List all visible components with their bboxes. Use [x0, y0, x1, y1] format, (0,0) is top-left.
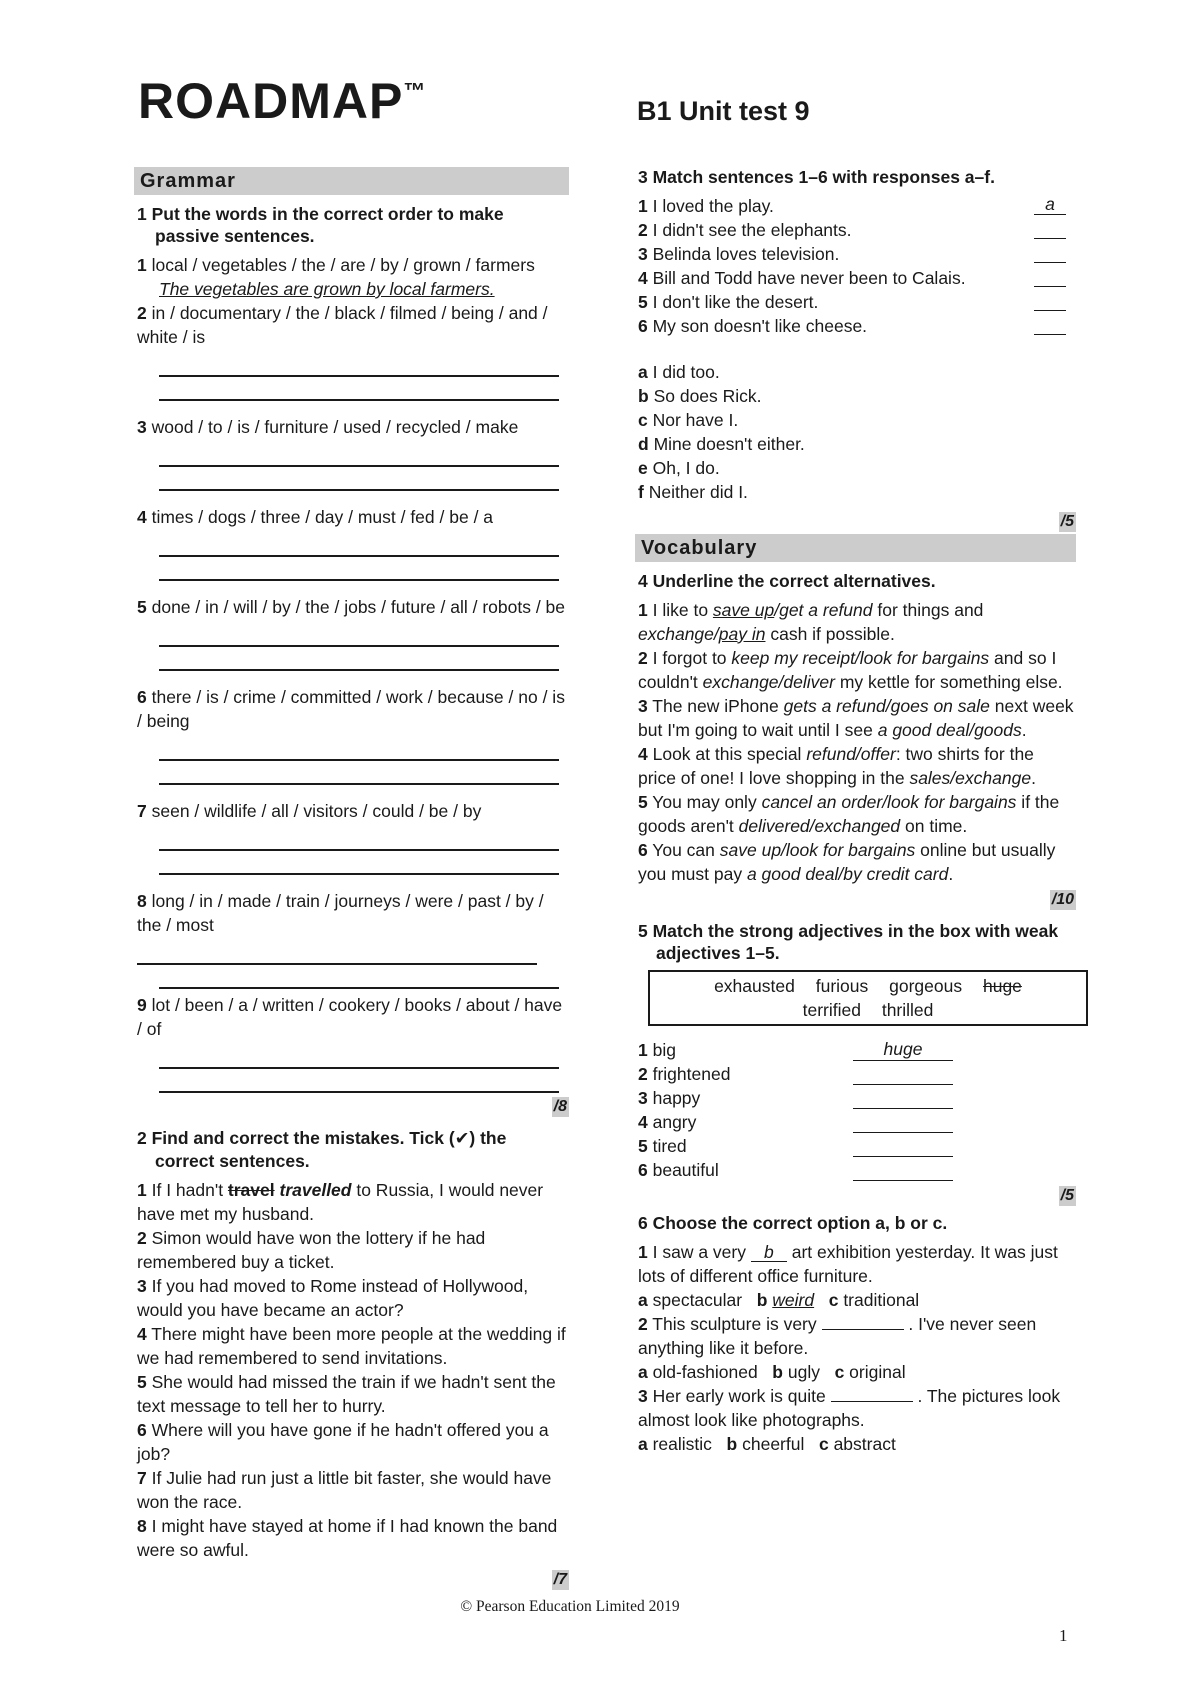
ex6-question-3: 3 Her early work is quite . The pictures look almost look like photographs.: [638, 1386, 1061, 1430]
ex5-item-6: 6 beautiful: [638, 1158, 1076, 1182]
answer-line[interactable]: [159, 965, 559, 989]
ex3-sentence-5: 5 I don't like the desert.: [638, 290, 1076, 314]
answer-line[interactable]: [159, 647, 559, 671]
page-number: 1: [1059, 1626, 1068, 1645]
ex3-score: /5: [1060, 513, 1074, 530]
ex5-item-2: 2 frightened: [638, 1062, 1076, 1086]
answer-line[interactable]: [159, 737, 559, 761]
answer-line[interactable]: [159, 533, 559, 557]
adjective-answer[interactable]: [853, 1134, 953, 1157]
ex2-score: /7: [553, 1571, 567, 1588]
gap-answer[interactable]: b: [751, 1243, 787, 1262]
ex2-item-2: 2 Simon would have won the lottery if he had remembered buy a ticket.: [137, 1228, 486, 1272]
ex2-item-6: 6 Where will you have gone if he hadn't offered you a job?: [137, 1420, 549, 1464]
ex1-item-6: 6 there / is / crime / committed / work / because / no / is / being: [137, 687, 565, 731]
ex2-item-3: 3 If you had moved to Rome instead of Hollywood, would you have became an actor?: [137, 1276, 529, 1320]
match-answer[interactable]: [1034, 266, 1066, 287]
ex6-options-2: a old-fashioned b ugly c original: [638, 1362, 906, 1382]
exercise-5-title: 5 Match the strong adjectives in the box with weak adjectives 1–5.: [638, 921, 1059, 963]
match-answer[interactable]: [1034, 242, 1066, 263]
ex4-item-4: 4 Look at this special refund/offer: two shirts for the price of one! I love shopping in the sales/exchange.: [638, 744, 1036, 788]
right-column: [638, 160, 1076, 1456]
ex4-item-5: 5 You may only cancel an order/look for bargains if the goods aren't delivered/exchanged on time.: [638, 792, 1060, 836]
box-word: terrified: [802, 1000, 861, 1020]
ex1-item-1: 1 local / vegetables / the / are / by / grown / farmers: [137, 255, 535, 275]
ex3-response-b: b So does Rick.: [638, 386, 762, 406]
ex4-item-3: 3 The new iPhone gets a refund/goes on sale next week but I'm going to wait until I see a good deal/goods.: [638, 696, 1074, 740]
ex1-item-9: 9 lot / been / a / written / cookery / books / about / have / of: [137, 995, 563, 1039]
box-word: gorgeous: [889, 976, 963, 996]
answer-line[interactable]: [159, 827, 559, 851]
adjective-answer[interactable]: huge: [853, 1038, 953, 1061]
ex3-sentence-6: 6 My son doesn't like cheese.: [638, 314, 1076, 338]
ex5-score: /5: [1060, 1187, 1074, 1204]
exercise-4-title: 4 Underline the correct alternatives.: [638, 571, 936, 591]
ex2-item-8: 8 I might have stayed at home if I had known the band were so awful.: [137, 1516, 558, 1560]
ex5-item-3: 3 happy: [638, 1086, 1076, 1110]
answer-line[interactable]: [159, 353, 559, 377]
exercise-1-title: 1 Put the words in the correct order to make passive sentences.: [137, 204, 504, 246]
ex1-item-2: 2 in / documentary / the / black / filmed / being / and / white / is: [137, 303, 548, 347]
answer-line[interactable]: [159, 557, 559, 581]
box-word: exhausted: [714, 976, 795, 996]
answer-line[interactable]: [159, 467, 559, 491]
ex4-item-1: 1 I like to save up/get a refund for things and exchange/pay in cash if possible.: [638, 600, 984, 644]
answer-line[interactable]: [159, 851, 559, 875]
match-answer[interactable]: [1034, 290, 1066, 311]
ex1-score: /8: [553, 1098, 567, 1115]
unit-title: B1 Unit test 9: [637, 96, 810, 126]
exercise-2-title: 2 Find and correct the mistakes. Tick (✔) the correct sentences.: [137, 1128, 507, 1171]
answer-line[interactable]: [159, 761, 559, 785]
ex6-question-1: 1 I saw a very b art exhibition yesterday. It was just lots of different office furniture.: [638, 1242, 1058, 1286]
match-answer[interactable]: [1034, 314, 1066, 335]
adjective-answer[interactable]: [853, 1062, 953, 1085]
ex3-sentence-1: 1 I loved the play. a: [638, 194, 1076, 218]
adjective-answer[interactable]: [853, 1110, 953, 1133]
ex2-item-5: 5 She would had missed the train if we hadn't sent the text message to tell her to hurry.: [137, 1372, 556, 1416]
roadmap-logo: ROADMAP™: [138, 73, 427, 129]
gap-answer[interactable]: [822, 1329, 904, 1330]
ex4-item-2: 2 I forgot to keep my receipt/look for bargains and so I couldn't exchange/deliver my kettle for something else.: [638, 648, 1063, 692]
ex1-item-3: 3 wood / to / is / furniture / used / recycled / make: [137, 417, 519, 437]
box-word: thrilled: [881, 1000, 934, 1020]
answer-line[interactable]: [159, 623, 559, 647]
ex1-item-7: 7 seen / wildlife / all / visitors / could / be / by: [137, 801, 482, 821]
ex3-response-d: d Mine doesn't either.: [638, 434, 805, 454]
ex1-item-4: 4 times / dogs / three / day / must / fed / be / a: [137, 507, 494, 527]
adjective-answer[interactable]: [853, 1086, 953, 1109]
ex2-item-1: 1 If I hadn't travel travelled to Russia, I would never have met my husband.: [137, 1180, 544, 1224]
grammar-heading: Grammar: [134, 167, 569, 195]
ex3-response-a: a I did too.: [638, 362, 720, 382]
ex1-item-5: 5 done / in / will / by / the / jobs / future / all / robots / be: [137, 597, 566, 617]
ex3-sentence-3: 3 Belinda loves television.: [638, 242, 1076, 266]
copyright-footer: © Pearson Education Limited 2019: [460, 1598, 680, 1615]
box-word: huge: [982, 976, 1022, 996]
ex4-item-6: 6 You can save up/look for bargains online but usually you must pay a good deal/by credit card.: [638, 840, 1056, 884]
ex3-response-e: e Oh, I do.: [638, 458, 720, 478]
left-column: [137, 167, 569, 1590]
ex4-score: /10: [1051, 891, 1074, 908]
exercise-3-title: 3 Match sentences 1–6 with responses a–f.: [638, 167, 995, 187]
ex5-item-5: 5 tired: [638, 1134, 1076, 1158]
vocabulary-heading: Vocabulary: [635, 534, 1076, 562]
tick-icon: ✔: [454, 1129, 470, 1149]
adjective-answer[interactable]: [853, 1158, 953, 1181]
answer-line[interactable]: [159, 443, 559, 467]
ex2-item-7: 7 If Julie had run just a little bit faster, she would have won the race.: [137, 1468, 552, 1512]
ex6-question-2: 2 This sculpture is very . I've never seen anything like it before.: [638, 1314, 1037, 1358]
answer-line[interactable]: [159, 1069, 559, 1093]
ex3-response-c: c Nor have I.: [638, 410, 739, 430]
ex5-item-4: 4 angry: [638, 1110, 1076, 1134]
answer-line[interactable]: [159, 1045, 559, 1069]
ex3-sentence-2: 2 I didn't see the elephants.: [638, 218, 1076, 242]
answer-line[interactable]: [137, 941, 537, 965]
ex3-sentence-4: 4 Bill and Todd have never been to Calais.: [638, 266, 1076, 290]
ex5-item-1: 1 big huge: [638, 1038, 1076, 1062]
ex6-options-3: a realistic b cheerful c abstract: [638, 1434, 896, 1454]
box-word: furious: [815, 976, 869, 996]
gap-answer[interactable]: [831, 1401, 913, 1402]
ex6-options-1: a spectacular b weird c traditional: [638, 1290, 920, 1310]
ex3-response-f: f Neither did I.: [638, 482, 748, 502]
answer-line[interactable]: [159, 377, 559, 401]
ex1-item-8: 8 long / in / made / train / journeys / were / past / by / the / most: [137, 891, 544, 935]
ex2-item-4: 4 There might have been more people at the wedding if we had remembered to send invitations.: [137, 1324, 566, 1368]
match-answer[interactable]: a: [1034, 194, 1066, 215]
match-answer[interactable]: [1034, 218, 1066, 239]
exercise-6-title: 6 Choose the correct option a, b or c.: [638, 1213, 948, 1233]
ex1-example-answer: The vegetables are grown by local farmers.: [159, 279, 495, 299]
word-box: [648, 970, 1088, 1026]
